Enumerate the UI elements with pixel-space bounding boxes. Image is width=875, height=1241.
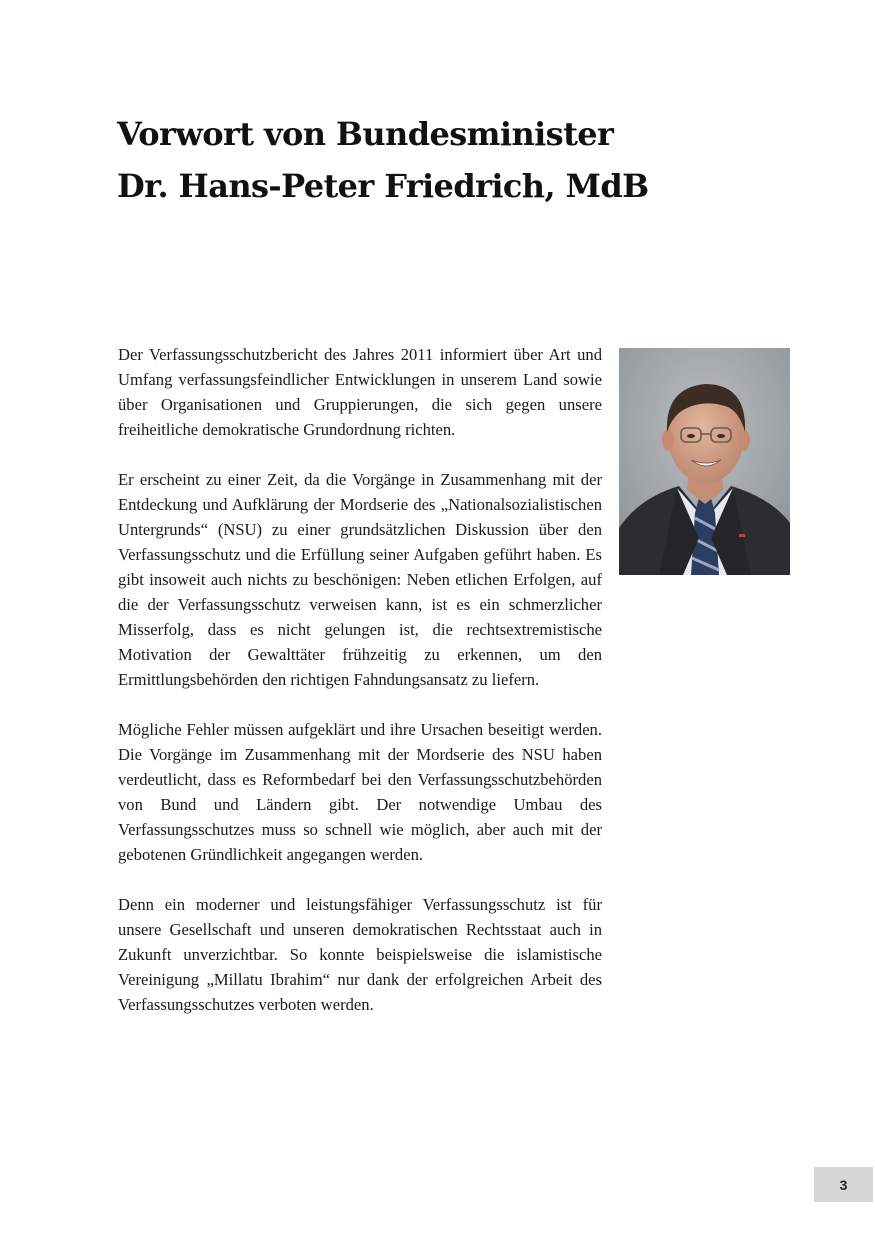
page-title	[117, 108, 757, 212]
minister-portrait-photo	[619, 348, 790, 575]
paragraph-1: Der Verfassungsschutzbericht des Jahres 2011 informiert über Art und Umfang verfassungsfeindlicher Entwicklungen in unserem Land sowie über Organisationen und Gruppierungen, die sich gegen unsere freiheitliche demokratische Grundordnung richten.	[118, 345, 602, 439]
paragraph-4: Denn ein moderner und leistungsfähiger Verfassungsschutz ist für unsere Gesellschaft und unseren demokratischen Rechtsstaat auch in Zukunft unverzichtbar. So konnte beispielsweise die islamistische Vereinigung „Millatu Ibrahim“ nur dank der erfolgreichen Arbeit des Verfassungsschutzes verboten werden.	[118, 895, 602, 1014]
page-number: 3	[839, 1176, 848, 1193]
title-line-1: Vorwort von Bundesminister	[117, 115, 614, 153]
portrait-photo-icon	[619, 348, 790, 575]
title-line-2: Dr. Hans-Peter Friedrich, MdB	[117, 167, 649, 205]
page-number-badge	[814, 1167, 873, 1202]
paragraph-2: Er erscheint zu einer Zeit, da die Vorgänge in Zusammenhang mit der Entdeckung und Aufklärung der Mordserie des „Nationalsozialistischen Untergrunds“ (NSU) zu einer grundsätzlichen Diskussion über den Verfassungsschutz und die Erfüllung seiner Aufgaben geführt haben. Es gibt insoweit auch nichts zu beschönigen: Neben etlichen Erfolgen, auf die der Verfassungsschutz verweisen kann, ist es ein schmerzlicher Misserfolg, dass es nicht gelungen ist, die rechtsextremistische Motivation der Gewalttäter frühzeitig zu erkennen, um den Ermittlungsbehörden den richtigen Fahndungsansatz zu liefern.	[118, 470, 602, 689]
paragraph-3: Mögliche Fehler müssen aufgeklärt und ihre Ursachen beseitigt werden. Die Vorgänge im Zusammenhang mit der Mordserie des NSU haben verdeutlicht, dass es Reformbedarf bei den Verfassungsschutzbehörden von Bund und Ländern gibt. Der notwendige Umbau des Verfassungsschutzes muss so schnell wie möglich, aber auch mit der gebotenen Gründlichkeit angegangen werden.	[118, 720, 602, 864]
foreword-text	[118, 342, 602, 1042]
